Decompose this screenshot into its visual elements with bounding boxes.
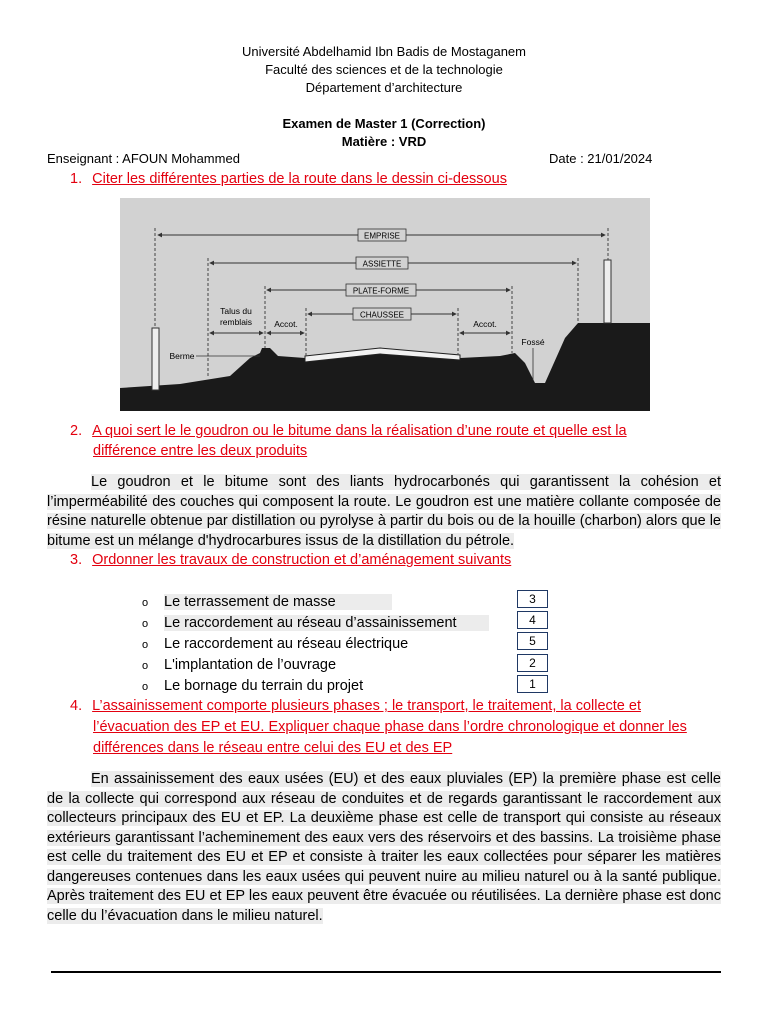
order-box[interactable]: 5 (517, 632, 548, 650)
question-4-text-line2: l’évacuation des EP et EU. Expliquer chaque phase dans l’ordre chronologique et donner les (93, 719, 687, 735)
faculty-name: Faculté des sciences et de la technologie (265, 62, 503, 77)
question-1-number: 1. (70, 171, 83, 187)
assiette-label: ASSIETTE (362, 259, 402, 269)
order-box[interactable]: 2 (517, 654, 548, 672)
list-item-label: Le raccordement au réseau électrique (164, 636, 409, 652)
road-cross-section-diagram (120, 198, 650, 411)
list-item-label: Le terrassement de masse (164, 594, 392, 610)
question-1 (70, 171, 507, 187)
chaussee-label: CHAUSSEE (359, 310, 405, 320)
question-3 (70, 552, 511, 568)
left-pole (152, 328, 159, 390)
bullet: o (142, 597, 149, 609)
emprise-label: EMPRISE (363, 231, 401, 241)
order-box[interactable]: 4 (517, 611, 548, 629)
list-item (142, 678, 363, 694)
list-item (142, 657, 336, 673)
exam-date: Date : 21/01/2024 (549, 151, 653, 166)
talus-label-line2: remblais (219, 317, 253, 327)
bullet: o (142, 618, 149, 630)
talus-label-line1: Talus du (220, 306, 252, 316)
answer-4-text: En assainissement des eaux usées (EU) et des eaux pluviales (EP) la première phase est celle de la collecte qui correspond aux réseau de conduites et de regards garantissant le raccordement aux collecteurs principaux des EU et EP. La deuxième phase est celle de transport qui consiste au réseaux extérieurs garantissant l’acheminement des eaux vers des réservoirs et des bassins. La troisième phase est celle du traitement des EU et EP et consiste à traiter les eaux collectées pour séparer les matières dangereuses contenues dans les eaux usées qui peuvent nuire au milieu naturel ou à la santé publique. Après traitement des EU et EP les eaux peuvent être évacuée ou réutilisées. La dernière phase est donc celle du l’évacuation dans le milieu naturel. (47, 771, 721, 924)
question-2-line1 (70, 423, 627, 439)
fosse-label: Fossé (521, 337, 545, 347)
list-item (142, 615, 489, 631)
question-1-text: Citer les différentes parties de la route dans le dessin ci-dessous (92, 171, 507, 187)
question-4-number: 4. (70, 698, 83, 714)
bullet: o (142, 660, 149, 672)
department-name: Département d’architecture (305, 80, 463, 95)
list-item-label: L'implantation de l’ouvrage (164, 657, 337, 673)
question-2-text-line1: A quoi sert le le goudron ou le bitume dans la réalisation d’une route et quelle est la (92, 423, 627, 439)
list-item (142, 636, 408, 652)
accot-left-label: Accot. (274, 319, 298, 329)
order-box[interactable]: 1 (517, 675, 548, 693)
question-2-text-line2: différence entre les deux produits (93, 443, 308, 459)
university-name: Université Abdelhamid Ibn Badis de Mostaganem (242, 44, 526, 59)
exam-title: Examen de Master 1 (Correction) (282, 116, 486, 131)
answer-2-text: Le goudron et le bitume sont des liants hydrocarbonés qui garantissent la cohésion et l’imperméabilité des couches qui composent la route. Le goudron est une matière collante composée de résine naturelle obtenue par distillation ou pyrolyse à partir du bois ou de la houille (charbon) alors que le bitume est un mélange d'hydrocarbures issus de la distillation du pétrole. (47, 474, 721, 549)
order-box[interactable]: 3 (517, 590, 548, 608)
question-2-number: 2. (70, 423, 83, 439)
answer-4 (47, 770, 721, 926)
question-3-text: Ordonner les travaux de construction et d’aménagement suivants (92, 552, 512, 568)
accot-right-label: Accot. (473, 319, 497, 329)
bullet: o (142, 681, 149, 693)
question-4-text-line3: différences dans le réseau entre celui des EU et des EP (93, 740, 453, 756)
answer-2 (47, 473, 721, 551)
plate-forme-label: PLATE-FORME (352, 286, 410, 296)
question-4-text-line1: L’assainissement comporte plusieurs phases ; le transport, le traitement, la collecte et (92, 698, 641, 714)
list-item-label: Le bornage du terrain du projet (164, 678, 364, 694)
list-item (142, 594, 392, 610)
right-pole (604, 260, 611, 323)
teacher: Enseignant : AFOUN Mohammed (47, 151, 240, 166)
bullet: o (142, 639, 149, 651)
list-item-label: Le raccordement au réseau d’assainissement (164, 615, 489, 631)
question-3-number: 3. (70, 552, 83, 568)
question-4-line1 (70, 698, 641, 714)
bottom-rule (51, 971, 721, 973)
berme-label: Berme (169, 351, 195, 361)
subject: Matière : VRD (341, 134, 427, 149)
